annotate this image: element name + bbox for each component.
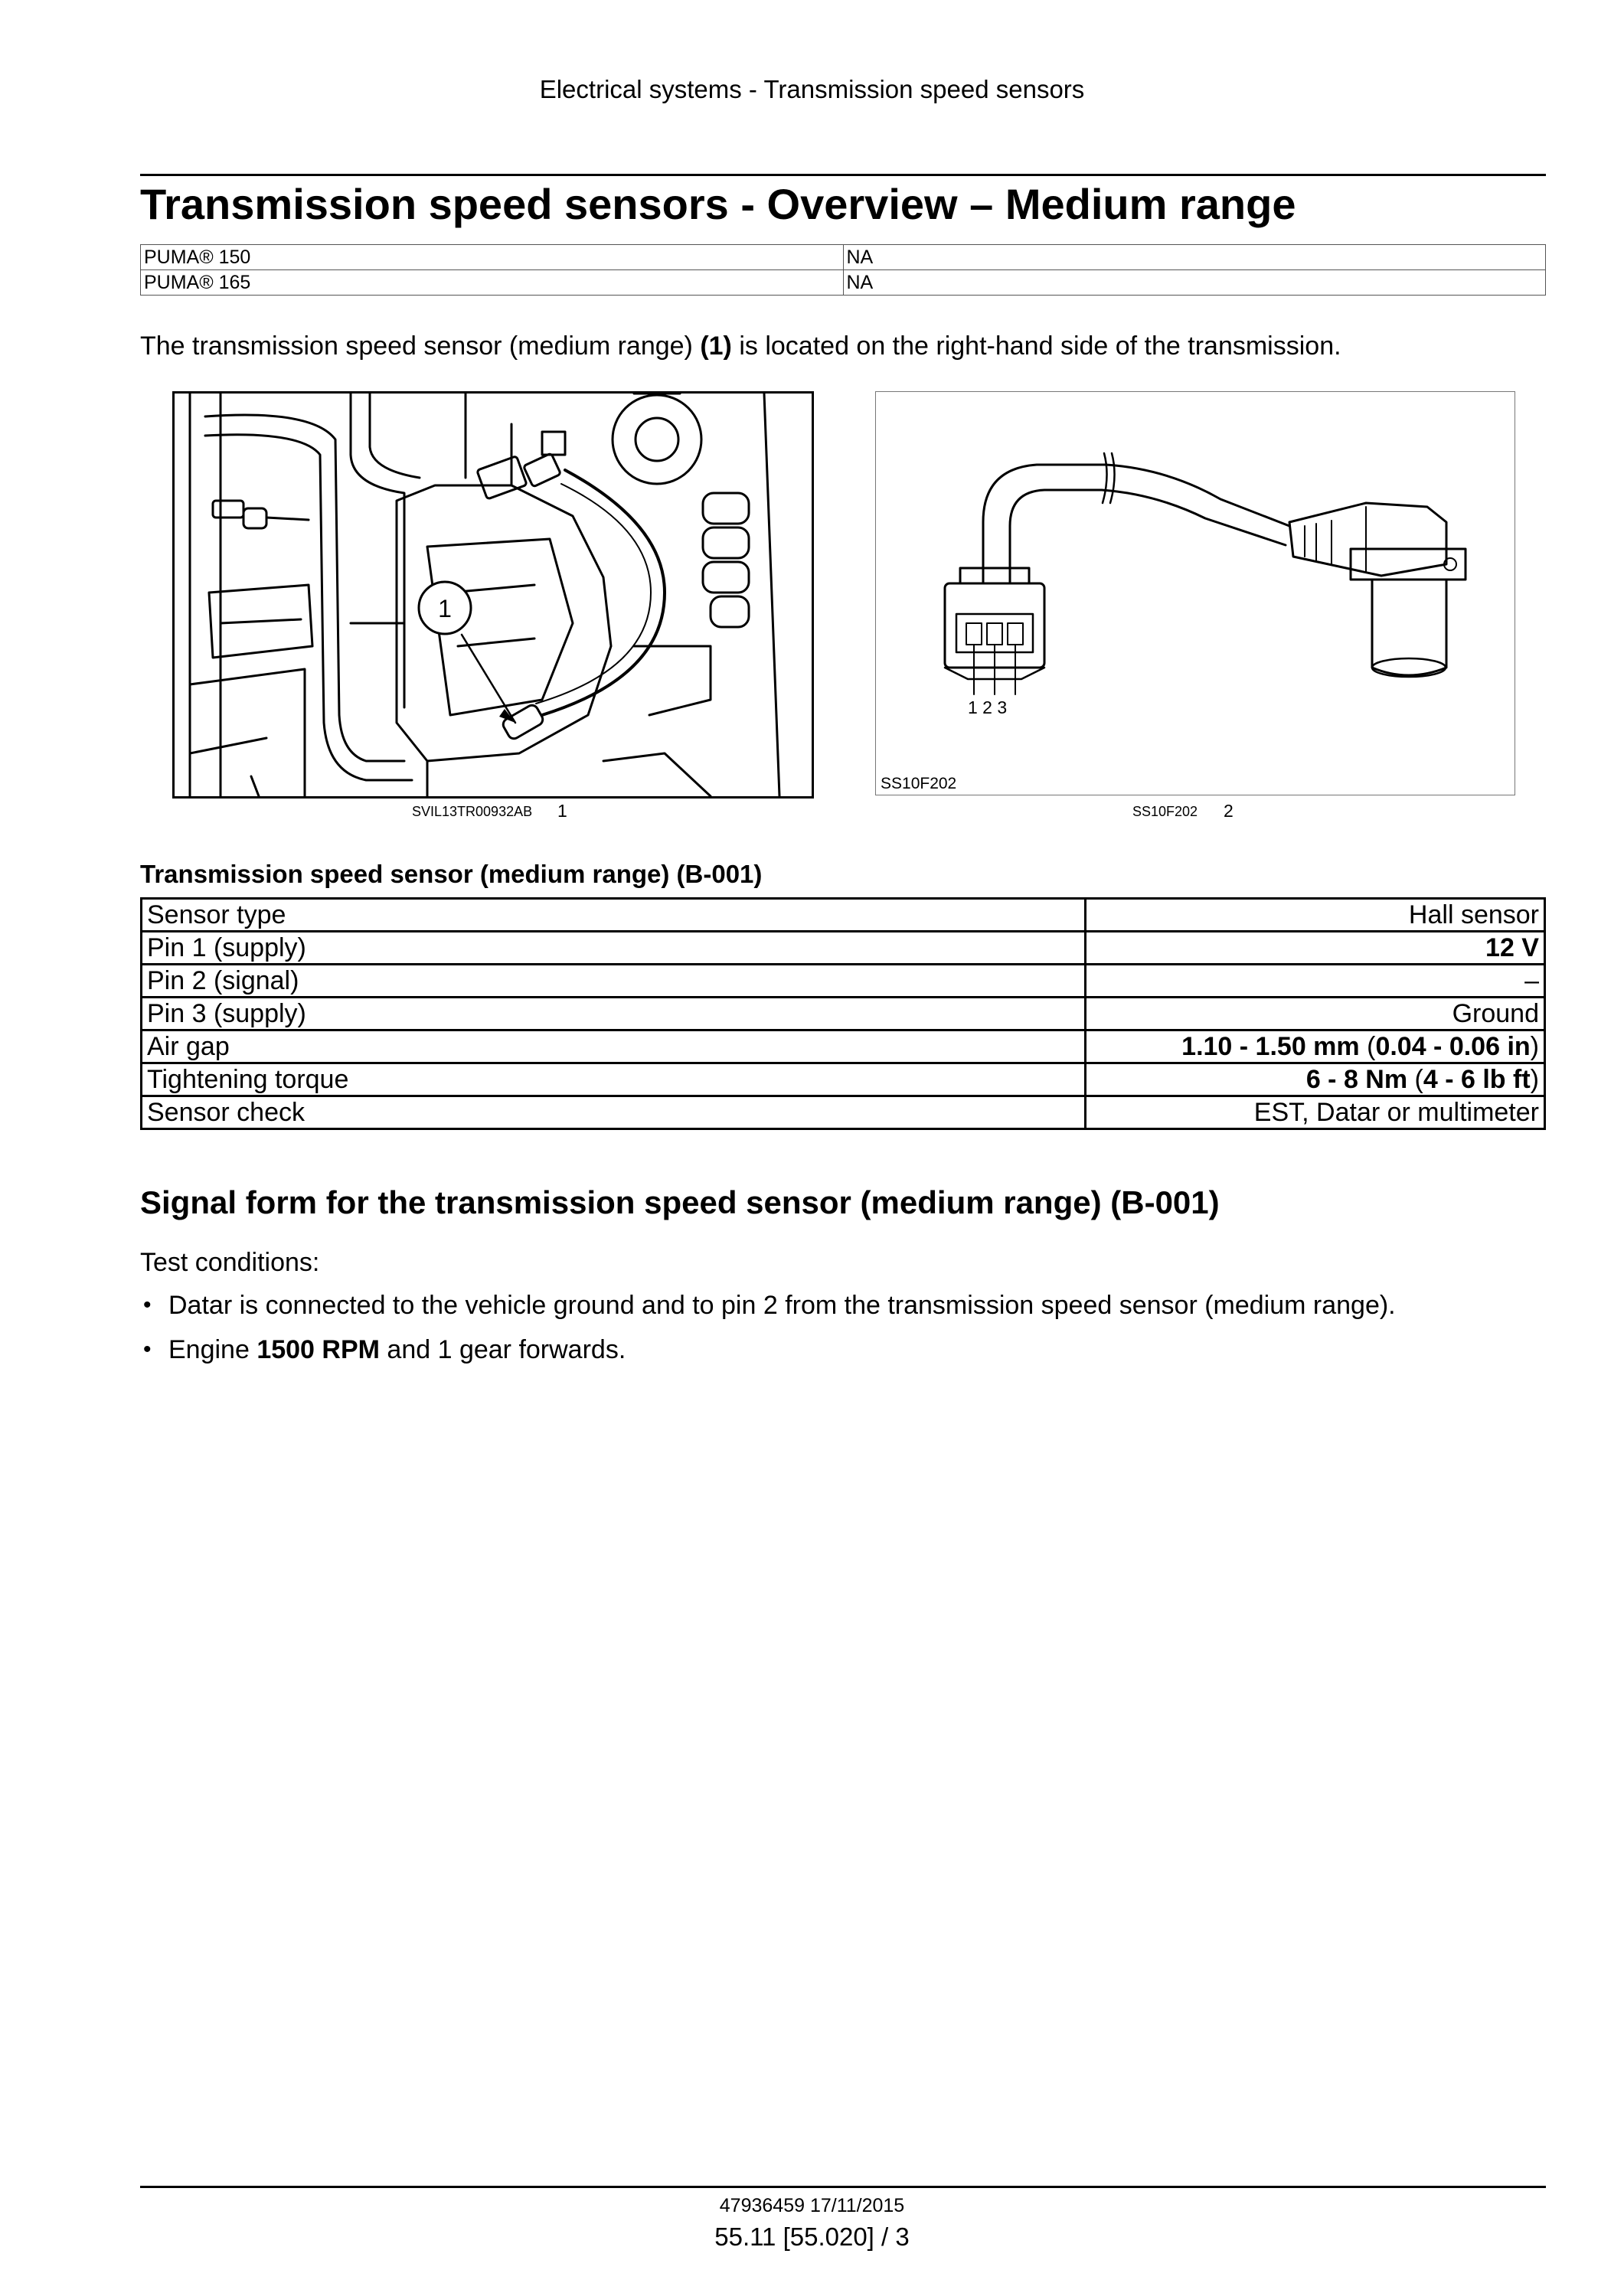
spec-key: Air gap <box>142 1030 1086 1063</box>
page-title: Transmission speed sensors - Overview – Medium range <box>140 180 1296 228</box>
model-applicability-table <box>140 244 1546 296</box>
table-row <box>142 1030 1545 1063</box>
table-row <box>142 1096 1545 1129</box>
spec-key: Pin 2 (signal) <box>142 965 1086 998</box>
spec-value: 1.10 - 1.50 mm (0.04 - 0.06 in) <box>1086 1030 1545 1063</box>
section-heading: Signal form for the transmission speed sensor (medium range) (B-001) <box>140 1184 1220 1220</box>
footer-page-ref: 55.11 [55.020] / 3 <box>714 2223 910 2251</box>
spec-value-imperial: 0.04 - 0.06 in <box>1375 1032 1531 1061</box>
spec-value: Hall sensor <box>1086 899 1545 932</box>
list-item-text-end: and 1 gear forwards. <box>379 1335 626 1364</box>
sensor-spec-table <box>140 897 1546 1130</box>
intro-paragraph <box>140 331 1341 361</box>
callout-number: 1 <box>438 595 452 622</box>
list-item-text: Engine <box>168 1335 257 1364</box>
model-cell: PUMA® 150 <box>141 245 844 270</box>
spec-value <box>1086 932 1545 965</box>
figure-number: 1 <box>557 801 567 821</box>
list-item-bold: 1500 RPM <box>257 1335 380 1364</box>
figure-code: SS10F202 <box>1132 804 1198 819</box>
spec-value: EST, Datar or multimeter <box>1086 1096 1545 1129</box>
transmission-line-drawing <box>175 394 812 796</box>
availability-cell: NA <box>843 270 1546 296</box>
table-row <box>141 245 1546 270</box>
test-conditions-list <box>140 1290 1546 1379</box>
model-cell: PUMA® 165 <box>141 270 844 296</box>
list-item: • Datar is connected to the vehicle ground and to pin 2 from the transmission speed sensor (medium range). <box>140 1290 1546 1334</box>
spec-value-imperial: 4 - 6 lb ft <box>1423 1065 1531 1094</box>
spec-value: 6 - 8 Nm (4 - 6 lb ft) <box>1086 1063 1545 1096</box>
title-rule <box>140 174 1546 176</box>
table-row <box>142 1063 1545 1096</box>
sensor-line-drawing <box>876 392 1515 795</box>
spec-key: Pin 3 (supply) <box>142 998 1086 1030</box>
table-row <box>142 899 1545 932</box>
spec-key: Pin 1 (supply) <box>142 932 1086 965</box>
pin-labels: 1 2 3 <box>968 697 1008 717</box>
spec-value-bold: 12 V <box>1485 933 1539 962</box>
intro-text: The transmission speed sensor (medium range) <box>140 331 701 361</box>
figure-sensor-part <box>875 391 1515 795</box>
spec-value-metric: 1.10 - 1.50 mm <box>1181 1032 1360 1061</box>
spec-value-metric: 6 - 8 Nm <box>1305 1065 1408 1094</box>
spec-value: Ground <box>1086 998 1545 1030</box>
table-row <box>142 998 1545 1030</box>
intro-text-end: is located on the right-hand side of the transmission. <box>731 331 1341 361</box>
figure-number: 2 <box>1224 801 1234 821</box>
availability-cell: NA <box>843 245 1546 270</box>
list-item <box>140 1334 1546 1379</box>
spec-value: – <box>1086 965 1545 998</box>
spec-table-caption: Transmission speed sensor (medium range) (B-001) <box>140 860 763 888</box>
spec-key: Tightening torque <box>142 1063 1086 1096</box>
table-row <box>142 965 1545 998</box>
spec-key: Sensor check <box>142 1096 1086 1129</box>
test-conditions-label: Test conditions: <box>140 1248 320 1277</box>
table-row <box>142 932 1545 965</box>
intro-callout: (1) <box>700 331 732 361</box>
footer-rule <box>140 2186 1546 2188</box>
footer-doc-number: 47936459 17/11/2015 <box>719 2195 905 2216</box>
figure-inner-code: SS10F202 <box>881 775 957 792</box>
figure-sensor-location <box>172 391 814 799</box>
figure-code: SVIL13TR00932AB <box>412 804 533 819</box>
spec-key: Sensor type <box>142 899 1086 932</box>
table-row <box>141 270 1546 296</box>
running-header: Electrical systems - Transmission speed sensors <box>539 75 1085 103</box>
